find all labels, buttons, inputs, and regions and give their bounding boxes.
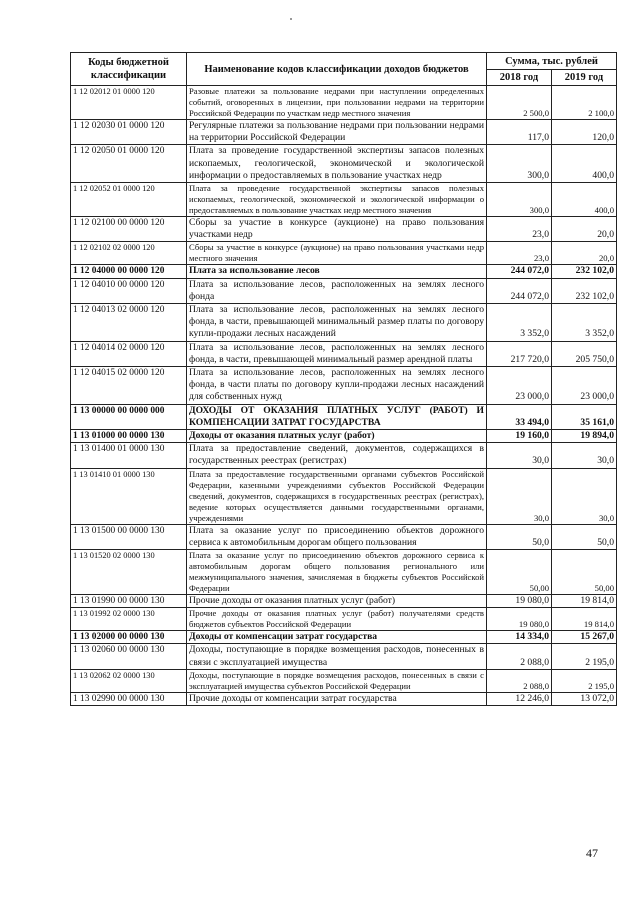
row-value-2018: 33 494,0	[487, 404, 552, 429]
row-value-2019: 205 750,0	[552, 341, 617, 366]
row-name: Разовые платежи за пользование недрами при наступлении определенных событий, оговоренных в лицензии, при пользовании недрами на территории Российской Федерации по участкам недр местного значения	[187, 86, 487, 120]
row-code: 1 13 01410 01 0000 130	[71, 468, 187, 524]
row-value-2018: 2 088,0	[487, 669, 552, 692]
table-row	[71, 595, 617, 608]
table-row	[71, 443, 617, 468]
table-body	[71, 86, 617, 706]
row-value-2018: 30,0	[487, 468, 552, 524]
row-code: 1 12 04014 02 0000 120	[71, 341, 187, 366]
row-value-2019: 3 352,0	[552, 304, 617, 342]
header-name: Наименование кодов классификации доходов бюджетов	[187, 53, 487, 86]
row-value-2019: 2 195,0	[552, 669, 617, 692]
row-value-2019: 13 072,0	[552, 692, 617, 705]
row-value-2018: 19 160,0	[487, 430, 552, 443]
table-row	[71, 430, 617, 443]
row-value-2019: 19 894,0	[552, 430, 617, 443]
table-row	[71, 631, 617, 644]
row-value-2018: 19 080,0	[487, 595, 552, 608]
row-name: Прочие доходы от оказания платных услуг (работ) получателями средств бюджетов субъектов Российской Федерации	[187, 608, 487, 631]
row-code: 1 13 01990 00 0000 130	[71, 595, 187, 608]
row-name: Плата за использование лесов, расположенных на землях лесного фонда, в части, превышающей минимальный размер платы по договору купли-продажи лесных насаждений	[187, 304, 487, 342]
table-row	[71, 669, 617, 692]
table-row	[71, 608, 617, 631]
table-row	[71, 120, 617, 145]
row-value-2018: 217 720,0	[487, 341, 552, 366]
row-value-2019: 120,0	[552, 120, 617, 145]
row-name: Доходы, поступающие в порядке возмещения расходов, понесенных в связи с эксплуатацией имущества субъектов Российской Федерации	[187, 669, 487, 692]
row-name: Доходы от оказания платных услуг (работ)	[187, 430, 487, 443]
row-name: Плата за использование лесов, расположенных на землях лесного фонда, в части, превышающей минимальный размер арендной платы	[187, 341, 487, 366]
table-row	[71, 145, 617, 183]
row-name: Плата за оказание услуг по присоединению объектов дорожного сервиса к автомобильным дорогам общего пользования регионального или межмуниципального значения, зачисляемая в бюджеты субъектов Российской Федерации	[187, 550, 487, 595]
row-name: Плата за проведение государственной экспертизы запасов полезных ископаемых, геологической, экономической и экологической информации о предоставляемых в пользование участках недр местного значения	[187, 183, 487, 217]
row-code: 1 12 02102 02 0000 120	[71, 242, 187, 265]
budget-table	[70, 52, 617, 706]
row-code: 1 12 02100 00 0000 120	[71, 217, 187, 242]
row-name: Плата за предоставление государственными органами субъектов Российской Федерации, казенными учреждениями субъектов Российской Федерации сведений, документов, содержащихся в государственных реестрах (регистрах), ведение которых осуществляется данными государственными органами, учреждениями	[187, 468, 487, 524]
header-codes: Коды бюджетной классификации	[71, 53, 187, 86]
table-row	[71, 304, 617, 342]
table-row	[71, 468, 617, 524]
row-value-2018: 23,0	[487, 242, 552, 265]
row-code: 1 12 02050 01 0000 120	[71, 145, 187, 183]
table-row	[71, 86, 617, 120]
row-code: 1 12 02012 01 0000 120	[71, 86, 187, 120]
table-row	[71, 524, 617, 549]
row-code: 1 13 00000 00 0000 000	[71, 404, 187, 429]
table-row	[71, 278, 617, 303]
table-row	[71, 644, 617, 669]
table-row	[71, 217, 617, 242]
row-name: Плата за предоставление сведений, документов, содержащихся в государственных реестрах (регистрах)	[187, 443, 487, 468]
row-value-2019: 232 102,0	[552, 278, 617, 303]
table-row	[71, 183, 617, 217]
table-row	[71, 692, 617, 705]
row-value-2018: 300,0	[487, 145, 552, 183]
row-value-2019: 20,0	[552, 217, 617, 242]
row-value-2019: 50,00	[552, 550, 617, 595]
row-value-2018: 50,0	[487, 524, 552, 549]
row-value-2019: 23 000,0	[552, 367, 617, 405]
row-value-2018: 2 088,0	[487, 644, 552, 669]
table-row	[71, 550, 617, 595]
row-code: 1 13 02060 00 0000 130	[71, 644, 187, 669]
row-name: Регулярные платежи за пользование недрами при пользовании недрами на территории Российской Федерации	[187, 120, 487, 145]
row-code: 1 12 02030 01 0000 120	[71, 120, 187, 145]
row-code: 1 13 02990 00 0000 130	[71, 692, 187, 705]
row-value-2018: 117,0	[487, 120, 552, 145]
row-value-2019: 30,0	[552, 468, 617, 524]
row-value-2018: 30,0	[487, 443, 552, 468]
table-row	[71, 404, 617, 429]
row-value-2019: 2 195,0	[552, 644, 617, 669]
row-value-2018: 23,0	[487, 217, 552, 242]
row-code: 1 13 01992 02 0000 130	[71, 608, 187, 631]
row-name: Прочие доходы от компенсации затрат государства	[187, 692, 487, 705]
row-code: 1 13 01500 00 0000 130	[71, 524, 187, 549]
row-name: Сборы за участие в конкурсе (аукционе) на право пользования участками недр местного значения	[187, 242, 487, 265]
row-code: 1 12 04010 00 0000 120	[71, 278, 187, 303]
row-code: 1 13 01400 01 0000 130	[71, 443, 187, 468]
header-2018: 2018 год	[487, 70, 552, 86]
row-code: 1 13 02062 02 0000 130	[71, 669, 187, 692]
row-code: 1 13 02000 00 0000 130	[71, 631, 187, 644]
row-code: 1 12 04015 02 0000 120	[71, 367, 187, 405]
row-name: Плата за использование лесов, расположенных на землях лесного фонда	[187, 278, 487, 303]
row-name: Плата за проведение государственной экспертизы запасов полезных ископаемых, геологической, экономической и экологической информации о предоставляемых в пользование участках недр	[187, 145, 487, 183]
row-code: 1 12 02052 01 0000 120	[71, 183, 187, 217]
row-value-2018: 12 246,0	[487, 692, 552, 705]
row-code: 1 12 04000 00 0000 120	[71, 265, 187, 278]
row-value-2018: 244 072,0	[487, 265, 552, 278]
row-name: Доходы, поступающие в порядке возмещения расходов, понесенных в связи с эксплуатацией имущества	[187, 644, 487, 669]
row-name: Плата за оказание услуг по присоединению объектов дорожного сервиса к автомобильным дорогам общего пользования	[187, 524, 487, 549]
page-number: 47	[586, 846, 598, 860]
row-value-2019: 50,0	[552, 524, 617, 549]
row-value-2018: 3 352,0	[487, 304, 552, 342]
row-value-2019: 19 814,0	[552, 595, 617, 608]
row-value-2019: 35 161,0	[552, 404, 617, 429]
row-value-2019: 20,0	[552, 242, 617, 265]
table-row	[71, 367, 617, 405]
row-value-2019: 400,0	[552, 145, 617, 183]
row-name: Прочие доходы от оказания платных услуг (работ)	[187, 595, 487, 608]
row-value-2019: 19 814,0	[552, 608, 617, 631]
header-2019: 2019 год	[552, 70, 617, 86]
row-value-2019: 30,0	[552, 443, 617, 468]
row-code: 1 13 01520 02 0000 130	[71, 550, 187, 595]
table-row	[71, 341, 617, 366]
row-value-2019: 232 102,0	[552, 265, 617, 278]
row-value-2018: 50,00	[487, 550, 552, 595]
row-code: 1 13 01000 00 0000 130	[71, 430, 187, 443]
row-code: 1 12 04013 02 0000 120	[71, 304, 187, 342]
row-value-2018: 23 000,0	[487, 367, 552, 405]
row-name: Плата за использование лесов	[187, 265, 487, 278]
row-value-2019: 15 267,0	[552, 631, 617, 644]
row-value-2018: 244 072,0	[487, 278, 552, 303]
row-value-2018: 300,0	[487, 183, 552, 217]
row-name: ДОХОДЫ ОТ ОКАЗАНИЯ ПЛАТНЫХ УСЛУГ (РАБОТ) И КОМПЕНСАЦИИ ЗАТРАТ ГОСУДАРСТВА	[187, 404, 487, 429]
row-value-2018: 14 334,0	[487, 631, 552, 644]
row-value-2019: 400,0	[552, 183, 617, 217]
row-name: Плата за использование лесов, расположенных на землях лесного фонда, в части платы по договору купли-продажи лесных насаждений для собственных нужд	[187, 367, 487, 405]
row-name: Доходы от компенсации затрат государства	[187, 631, 487, 644]
scan-dot	[290, 18, 292, 20]
row-value-2018: 19 080,0	[487, 608, 552, 631]
row-value-2019: 2 100,0	[552, 86, 617, 120]
table-row	[71, 242, 617, 265]
row-name: Сборы за участие в конкурсе (аукционе) на право пользования участками недр	[187, 217, 487, 242]
header-sum: Сумма, тыс. рублей	[487, 53, 617, 70]
row-value-2018: 2 500,0	[487, 86, 552, 120]
table-row	[71, 265, 617, 278]
